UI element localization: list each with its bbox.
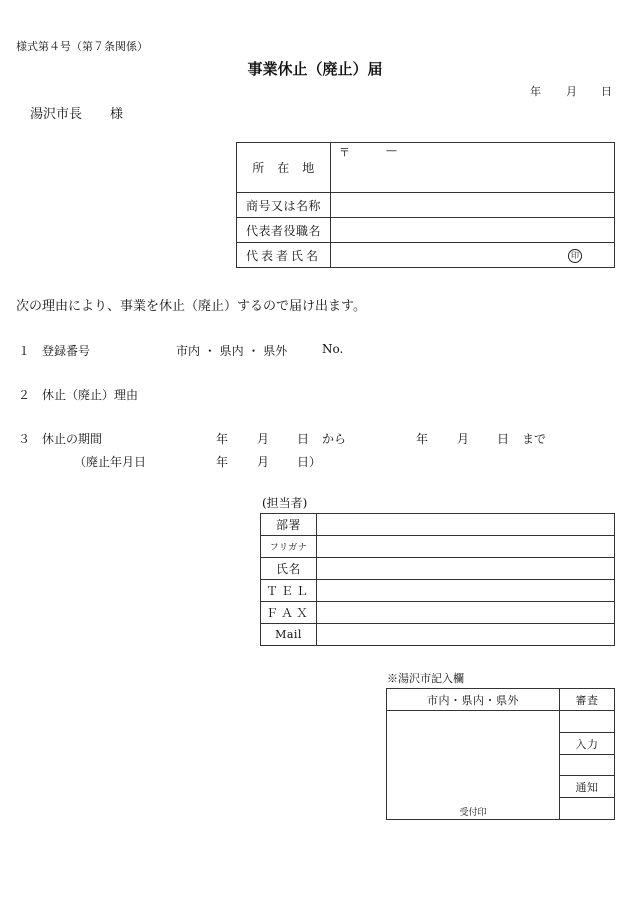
date-year: 年 xyxy=(530,85,541,98)
address-field[interactable] xyxy=(331,143,615,193)
rep-title-label: 代表者役職名 xyxy=(237,218,331,243)
statement: 次の理由により、事業を休止（廃止）するので届け出ます。 xyxy=(16,299,366,314)
period-end-month: 月 xyxy=(457,432,470,446)
item1-options: 市内 ・ 県内 ・ 県外 xyxy=(176,344,288,358)
contact-dept-label: 部署 xyxy=(261,514,317,536)
period-start-year: 年 xyxy=(216,432,229,446)
city-box-table xyxy=(386,688,615,820)
contact-title: (担当者) xyxy=(262,496,308,510)
contact-fax-field[interactable] xyxy=(317,602,615,624)
item3-number: ３ xyxy=(18,432,31,446)
contact-tel-field[interactable] xyxy=(317,580,615,602)
postal-dash: — xyxy=(386,144,397,157)
contact-mail-label: Mail xyxy=(261,624,317,646)
period-until: まで xyxy=(522,432,547,446)
rep-name-label: 代表者氏名 xyxy=(237,243,331,268)
period-start-day: 日 xyxy=(297,432,310,446)
trade-name-label: 商号又は名称 xyxy=(237,193,331,218)
date-month: 月 xyxy=(566,85,577,98)
input-cell xyxy=(560,755,615,776)
trade-name-field[interactable] xyxy=(331,193,615,218)
postal-mark: 〒 xyxy=(339,146,350,159)
item1-no-label: No. xyxy=(322,342,344,356)
addressee: 湯沢市長 xyxy=(30,107,83,122)
abolish-day: 日） xyxy=(297,455,322,469)
period-from: から xyxy=(322,432,347,446)
form-title: 事業休止（廃止）届 xyxy=(247,60,383,78)
period-end-year: 年 xyxy=(416,432,429,446)
contact-furigana-field[interactable] xyxy=(317,536,615,558)
review-cell xyxy=(560,711,615,733)
seal-mark: 印 xyxy=(568,249,582,263)
notify-label: 通知 xyxy=(560,776,615,798)
contact-name-field[interactable] xyxy=(317,558,615,580)
contact-tel-label: ＴＥＬ xyxy=(261,580,317,602)
notify-cell xyxy=(560,798,615,820)
city-box-review-header: 審査 xyxy=(560,689,615,711)
addressee-suffix: 様 xyxy=(110,107,124,122)
rep-name-field[interactable] xyxy=(331,243,615,268)
item2-number: ２ xyxy=(18,388,31,402)
address-label: 所 在 地 xyxy=(237,143,331,193)
contact-table xyxy=(260,513,615,646)
receipt-stamp-area xyxy=(387,711,560,820)
form-reference: 様式第４号（第７条関係） xyxy=(16,40,148,53)
receipt-stamp-label: 受付印 xyxy=(459,808,487,818)
contact-fax-label: ＦＡＸ xyxy=(261,602,317,624)
contact-mail-field[interactable] xyxy=(317,624,615,646)
contact-furigana-label: フリガナ xyxy=(261,536,317,558)
date-day: 日 xyxy=(601,85,612,98)
abolish-month: 月 xyxy=(257,455,270,469)
abolish-date-label: （廃止年月日 xyxy=(74,455,147,469)
period-end-day: 日 xyxy=(497,432,510,446)
rep-title-field[interactable] xyxy=(331,218,615,243)
period-start-month: 月 xyxy=(257,432,270,446)
item1-number: １ xyxy=(18,344,31,358)
input-label: 入力 xyxy=(560,733,615,755)
contact-dept-field[interactable] xyxy=(317,514,615,536)
city-box-region-header: 市内・県内・県外 xyxy=(387,689,560,711)
abolish-year: 年 xyxy=(216,455,229,469)
city-box-title: ※湯沢市記入欄 xyxy=(387,672,464,685)
item1-label: 登録番号 xyxy=(42,344,91,358)
contact-name-label: 氏名 xyxy=(261,558,317,580)
applicant-table xyxy=(236,142,615,268)
item2-label: 休止（廃止）理由 xyxy=(42,388,139,402)
item3-label: 休止の期間 xyxy=(42,432,103,446)
